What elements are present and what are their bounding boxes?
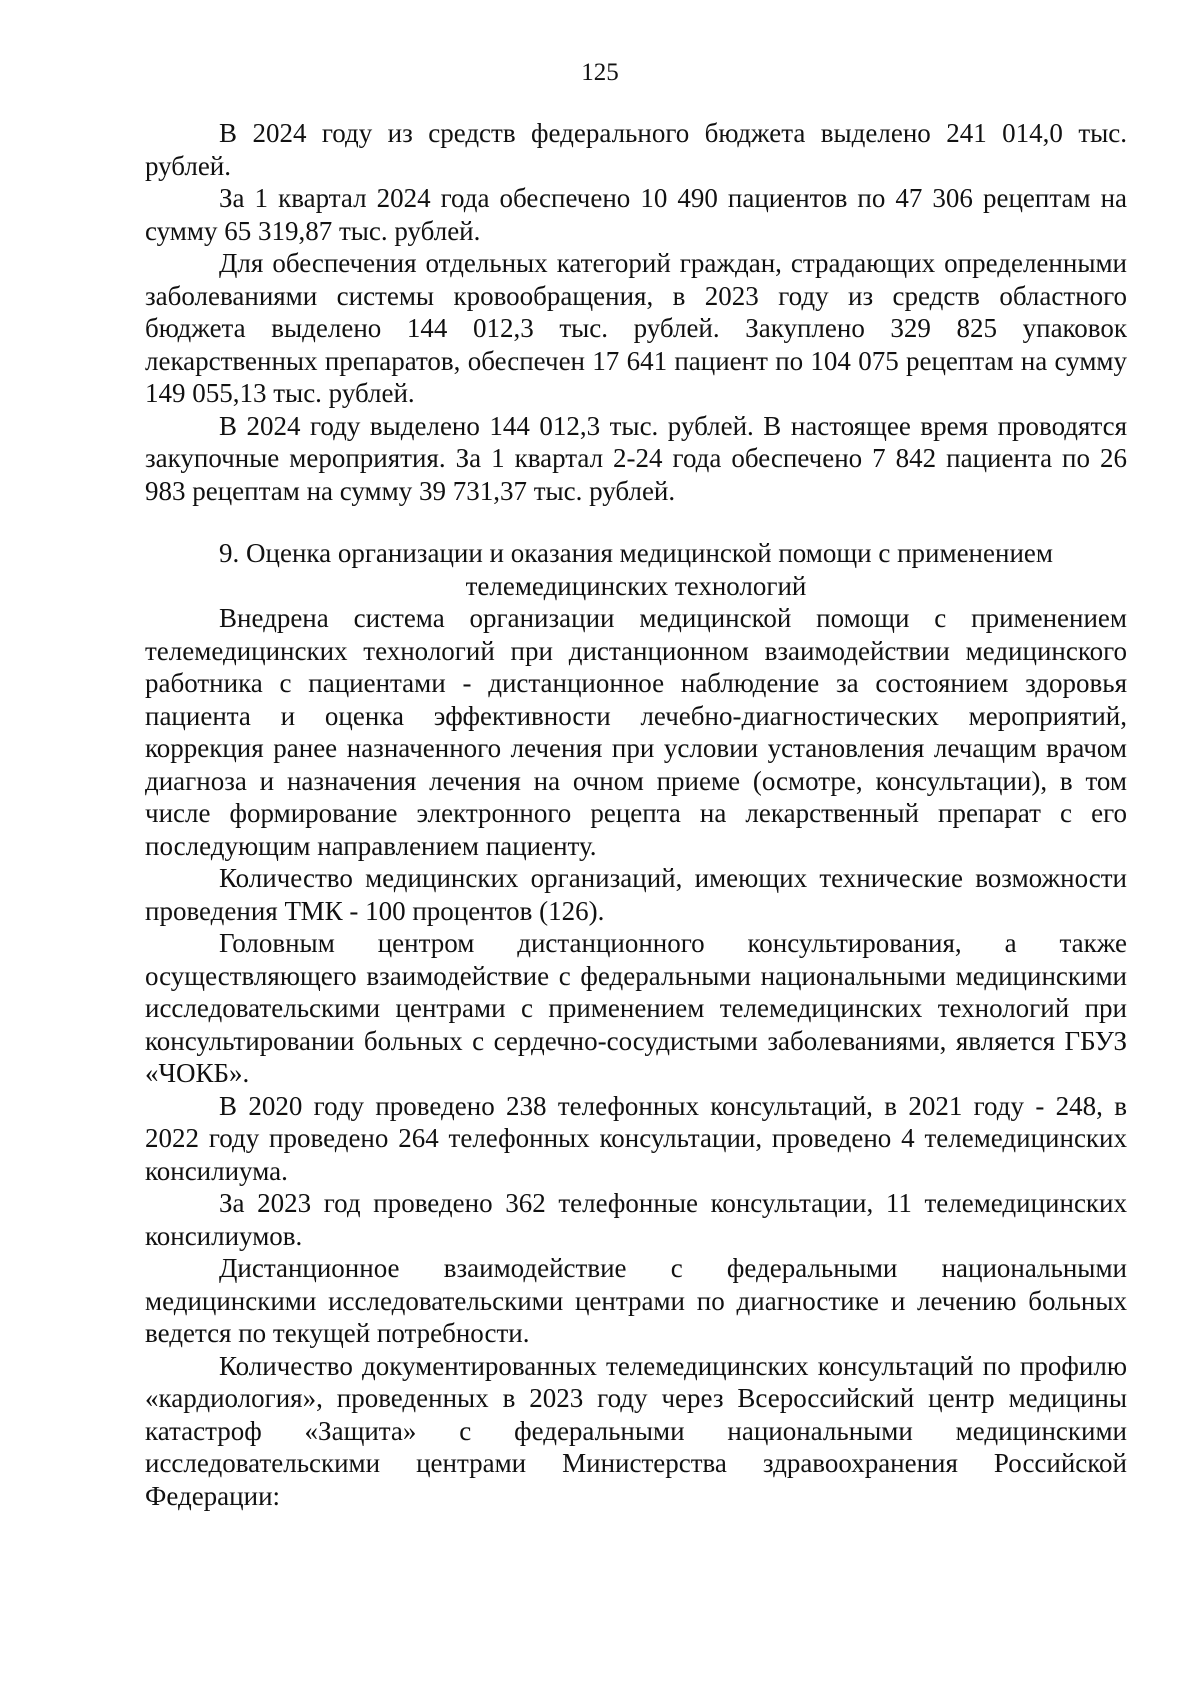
section-heading — [145, 537, 1127, 602]
paragraph-federal-budget-2024: В 2024 году из средств федерального бюджета выделено 241 014,0 тыс. рублей. — [145, 118, 1127, 181]
paragraph-telemedicine-system: Внедрена система организации медицинской помощи с применением телемедицинских технологий при дистанционном взаимодействии медицинского работника с пациентами - дистанционное наблюдение за состоянием здоровья пациента и оценка эффективности лечебно-диагностических мероприятий, коррекция ранее назначенного лечения при условии установления лечащим врачом диагноза и назначения лечения на очном приеме (осмотре, консультации), в том числе формирование электронного рецепта на лекарственный препарат с его последующим направлением пациенту. — [145, 603, 1127, 861]
paragraph-tmk-organizations: Количество медицинских организаций, имеющих технические возможности проведения ТМК - 100 процентов (126). — [145, 863, 1127, 926]
paragraph-consultations-2023: За 2023 год проведено 362 телефонные консультации, 11 телемедицинских консилиумов. — [145, 1188, 1127, 1251]
paragraph-consultations-2020-2022: В 2020 году проведено 238 телефонных консультаций, в 2021 году - 248, в 2022 году проведено 264 телефонных консультации, проведено 4 телемедицинских консилиума. — [145, 1090, 1127, 1186]
document-body — [145, 117, 1127, 1512]
paragraph-regional-budget-2023: Для обеспечения отдельных категорий граждан, страдающих определенными заболеваниями системы кровообращения, в 2023 году из средств областного бюджета выделено 144 012,3 тыс. рублей. Закуплено 329 825 упаковок лекарственных препаратов, обеспечен 17 641 пациент по 104 075 рецептам на сумму 149 055,13 тыс. рублей. — [145, 248, 1127, 408]
paragraph-q1-2024-federal: За 1 квартал 2024 года обеспечено 10 490 пациентов по 47 306 рецептам на сумму 65 319,87 тыс. рублей. — [145, 183, 1127, 246]
paragraph-head-center: Головным центром дистанционного консультирования, а также осуществляющего взаимодействие с федеральными национальными медицинскими исследовательскими центрами с применением телемедицинских технологий при консультировании больных с сердечно-сосудистыми заболеваниями, является ГБУЗ «ЧОКБ». — [145, 928, 1127, 1088]
paragraph-remote-interaction: Дистанционное взаимодействие с федеральными национальными медицинскими исследовательскими центрами по диагностике и лечению больных ведется по текущей потребности. — [145, 1253, 1127, 1348]
paragraph-cardiology-consultations: Количество документированных телемедицинских консультаций по профилю «кардиология», проведенных в 2023 году через Всероссийский центр медицины катастроф «Защита» с федеральными национальными медицинскими исследовательскими центрами Министерства здравоохранения Российской Федерации: — [145, 1350, 1127, 1511]
section-heading-line-1: 9. Оценка организации и оказания медицинской помощи с применением — [219, 538, 1053, 568]
section-heading-line-2: телемедицинских технологий — [465, 570, 807, 601]
paragraph-regional-budget-2024: В 2024 году выделено 144 012,3 тыс. рублей. В настоящее время проводятся закупочные мероприятия. За 1 квартал 2-24 года обеспечено 7 842 пациента по 26 983 рецептам на сумму 39 731,37 тыс. рублей. — [145, 410, 1127, 506]
page-number: 125 — [581, 59, 619, 86]
